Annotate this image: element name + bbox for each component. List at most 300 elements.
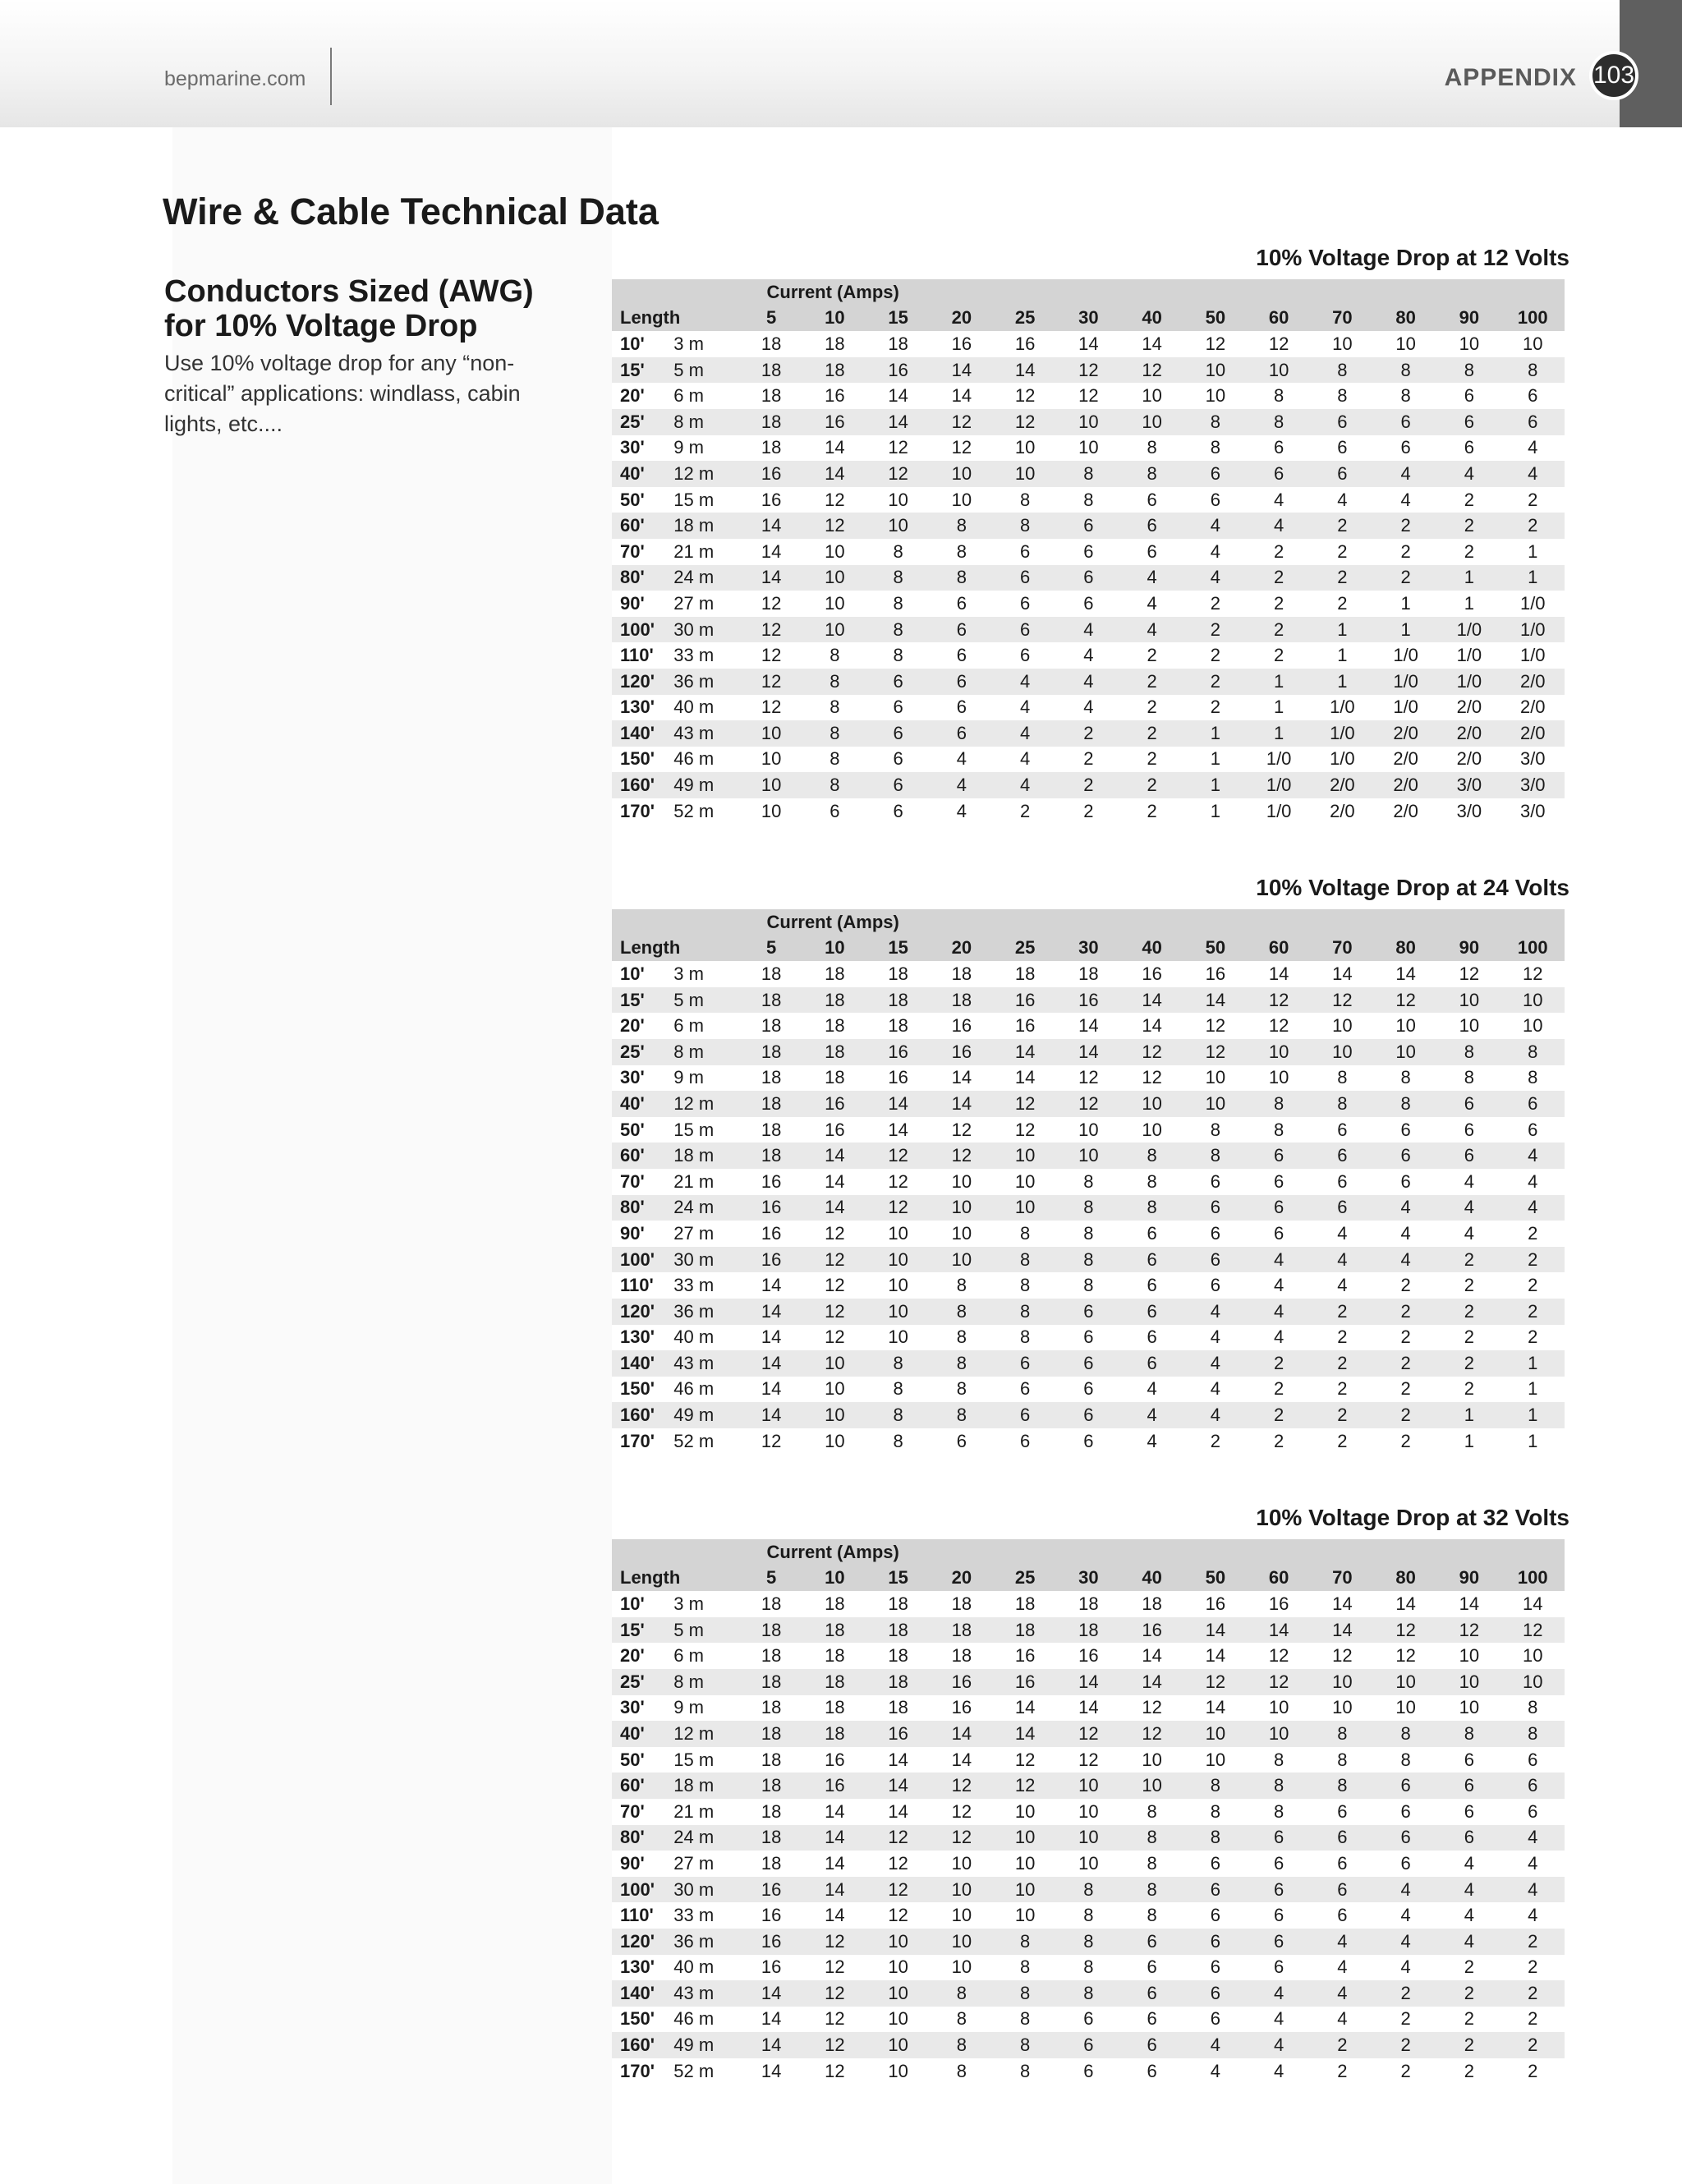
current-amps-label: Current (Amps) [766, 281, 899, 302]
awg-value: 2/0 [1330, 800, 1355, 821]
awg-value: 1 [1210, 800, 1220, 821]
awg-value: 12 [1268, 989, 1289, 1010]
awg-value: 14 [761, 1300, 782, 1322]
awg-value: 18 [825, 963, 845, 984]
amps-column-header: 70 [1332, 1567, 1353, 1589]
awg-value: 6 [1210, 489, 1220, 510]
awg-value: 8 [956, 1275, 967, 1296]
awg-value: 4 [1400, 1930, 1411, 1952]
length-meters: 15 m [673, 489, 715, 510]
awg-value: 10 [1014, 1827, 1036, 1848]
awg-value: 1/0 [1393, 645, 1418, 666]
awg-value: 6 [956, 592, 967, 614]
awg-value: 10 [825, 1430, 845, 1451]
length-meters: 24 m [673, 1197, 715, 1218]
awg-value: 16 [1014, 333, 1036, 354]
length-feet: 130' [620, 1326, 655, 1348]
awg-value: 6 [1147, 489, 1157, 510]
awg-value: 10 [1014, 462, 1036, 484]
length-feet: 10' [620, 333, 645, 354]
awg-value: 14 [888, 1092, 908, 1114]
awg-value: 10 [1459, 989, 1480, 1010]
awg-value: 10 [1142, 1119, 1162, 1140]
awg-value: 12 [825, 1275, 845, 1296]
awg-value: 2 [1337, 2060, 1348, 2081]
awg-value: 12 [1523, 963, 1543, 984]
table-row [612, 383, 1565, 409]
awg-value: 10 [1142, 411, 1162, 432]
awg-value: 8 [1274, 1119, 1284, 1140]
awg-value: 8 [1337, 359, 1348, 380]
awg-value: 14 [888, 1775, 908, 1796]
awg-value: 14 [1142, 1671, 1162, 1692]
awg-value: 8 [1147, 1852, 1157, 1874]
awg-value: 4 [1400, 1956, 1411, 1978]
awg-value: 2 [1528, 1956, 1538, 1978]
awg-value: 10 [1459, 1697, 1480, 1718]
awg-value: 8 [1147, 1905, 1157, 1926]
awg-value: 6 [830, 800, 840, 821]
awg-value: 4 [1528, 462, 1538, 484]
awg-value: 12 [888, 1878, 908, 1900]
awg-value: 6 [1020, 1405, 1031, 1426]
awg-value: 12 [1332, 1645, 1353, 1667]
awg-value: 6 [1400, 1170, 1411, 1192]
awg-value: 16 [825, 1775, 845, 1796]
header-spacer [673, 909, 739, 936]
table-row [612, 1065, 1565, 1092]
awg-value: 6 [1464, 1800, 1474, 1822]
awg-value: 2 [1337, 567, 1348, 588]
awg-value: 6 [1147, 1275, 1157, 1296]
awg-value: 1 [1337, 618, 1348, 640]
length-feet: 70' [620, 1170, 645, 1192]
awg-value: 16 [761, 462, 782, 484]
awg-value: 18 [761, 1119, 782, 1140]
awg-value: 18 [761, 359, 782, 380]
awg-value: 12 [761, 1430, 782, 1451]
length-feet: 40' [620, 462, 645, 484]
length-meters: 40 m [673, 1326, 715, 1348]
awg-value: 12 [825, 515, 845, 536]
awg-value: 10 [1205, 1092, 1226, 1114]
awg-value: 1/0 [1266, 800, 1292, 821]
awg-value: 6 [1083, 1378, 1094, 1400]
table-row [612, 1799, 1565, 1825]
awg-value: 14 [888, 1800, 908, 1822]
awg-value: 6 [1464, 1119, 1474, 1140]
awg-value: 4 [1210, 1352, 1220, 1373]
length-feet: 50' [620, 1749, 645, 1770]
site-url[interactable]: bepmarine.com [164, 67, 306, 90]
length-feet: 160' [620, 775, 655, 796]
awg-value: 4 [1210, 540, 1220, 562]
awg-value: 16 [761, 1248, 782, 1270]
awg-value: 16 [888, 359, 908, 380]
awg-value: 6 [893, 697, 903, 718]
awg-value: 8 [1020, 1326, 1031, 1348]
table-row [612, 772, 1565, 798]
awg-value: 10 [761, 722, 782, 743]
awg-value: 8 [1020, 1300, 1031, 1322]
awg-value: 16 [825, 1749, 845, 1770]
awg-value: 14 [825, 1905, 845, 1926]
awg-value: 10 [1523, 333, 1543, 354]
length-feet: 80' [620, 567, 645, 588]
awg-value: 10 [1523, 1671, 1543, 1692]
awg-value: 14 [1142, 333, 1162, 354]
page-header [0, 0, 1682, 127]
awg-value: 6 [956, 722, 967, 743]
awg-value: 1 [1464, 1405, 1474, 1426]
awg-value: 1 [1400, 618, 1411, 640]
amps-column-header: 90 [1459, 307, 1480, 329]
awg-value: 6 [893, 670, 903, 692]
awg-value: 6 [1083, 1405, 1094, 1426]
awg-value: 14 [1078, 1015, 1099, 1037]
awg-value: 10 [1014, 1878, 1036, 1900]
length-meters: 43 m [673, 722, 715, 743]
awg-value: 8 [956, 1378, 967, 1400]
awg-value: 8 [956, 1300, 967, 1322]
length-feet: 25' [620, 1041, 645, 1062]
table-row [612, 1350, 1565, 1377]
awg-value: 10 [1205, 385, 1226, 407]
awg-value: 12 [1078, 385, 1099, 407]
length-meters: 8 m [673, 1671, 704, 1692]
length-feet: 60' [620, 515, 645, 536]
length-feet: 170' [620, 800, 655, 821]
awg-value: 2 [1464, 1326, 1474, 1348]
awg-value: 10 [1395, 1697, 1416, 1718]
awg-value: 12 [1332, 989, 1353, 1010]
awg-value: 6 [893, 800, 903, 821]
awg-value: 8 [1083, 1956, 1094, 1978]
length-feet: 150' [620, 1378, 655, 1400]
awg-value: 2/0 [1393, 775, 1418, 796]
current-amps-label: Current (Amps) [766, 911, 899, 932]
awg-value: 2 [1337, 1405, 1348, 1426]
awg-value: 10 [1395, 1015, 1416, 1037]
awg-value: 8 [1337, 1775, 1348, 1796]
awg-value: 6 [1083, 1430, 1094, 1451]
awg-value: 4 [1464, 1222, 1474, 1244]
table-row [612, 720, 1565, 747]
length-meters: 40 m [673, 697, 715, 718]
awg-value: 8 [830, 697, 840, 718]
awg-value: 12 [1078, 1092, 1099, 1114]
awg-value: 1 [1337, 645, 1348, 666]
awg-value: 6 [1337, 1827, 1348, 1848]
awg-value: 1/0 [1266, 775, 1292, 796]
awg-value: 4 [1400, 489, 1411, 510]
amps-column-header: 20 [951, 307, 972, 329]
awg-value: 16 [1014, 1645, 1036, 1667]
awg-value: 2 [1083, 722, 1094, 743]
awg-value: 8 [893, 592, 903, 614]
awg-value: 6 [893, 775, 903, 796]
table-row [612, 1825, 1565, 1851]
awg-value: 10 [1395, 1671, 1416, 1692]
awg-value: 8 [1337, 1749, 1348, 1770]
awg-value: 14 [1142, 989, 1162, 1010]
awg-value: 1 [1464, 592, 1474, 614]
awg-value: 6 [1528, 1775, 1538, 1796]
awg-value: 1/0 [1519, 618, 1546, 640]
amps-column-header: 20 [951, 937, 972, 959]
awg-value: 2 [1210, 697, 1220, 718]
awg-value: 3/0 [1519, 800, 1546, 821]
awg-value: 1 [1528, 1352, 1538, 1373]
header-spacer [673, 1539, 739, 1566]
awg-value: 8 [1020, 1275, 1031, 1296]
awg-value: 6 [1210, 1170, 1220, 1192]
awg-value: 2 [1464, 489, 1474, 510]
awg-value: 12 [1142, 1697, 1162, 1718]
awg-value: 8 [956, 2060, 967, 2081]
awg-value: 14 [1268, 1619, 1289, 1640]
awg-value: 4 [1210, 2060, 1220, 2081]
awg-value: 6 [1337, 1878, 1348, 1900]
awg-value: 8 [956, 515, 967, 536]
awg-value: 8 [893, 1430, 903, 1451]
awg-value: 6 [1464, 1092, 1474, 1114]
awg-value: 8 [1337, 1092, 1348, 1114]
awg-value: 8 [1274, 1775, 1284, 1796]
length-feet: 90' [620, 1852, 645, 1874]
awg-value: 18 [888, 1015, 908, 1037]
awg-value: 6 [956, 618, 967, 640]
table-row [612, 669, 1565, 695]
awg-value: 2 [1337, 1326, 1348, 1348]
awg-value: 16 [1014, 989, 1036, 1010]
awg-value: 10 [1014, 1170, 1036, 1192]
awg-value: 12 [1268, 1645, 1289, 1667]
awg-value: 1/0 [1393, 697, 1418, 718]
awg-value: 6 [1020, 540, 1031, 562]
awg-value: 14 [1078, 1041, 1099, 1062]
awg-value: 12 [1268, 1671, 1289, 1692]
awg-value: 10 [1205, 1749, 1226, 1770]
awg-value: 1/0 [1519, 645, 1546, 666]
amps-column-header: 15 [888, 1567, 908, 1589]
awg-value: 14 [825, 1827, 845, 1848]
length-feet: 20' [620, 385, 645, 407]
length-feet: 90' [620, 1222, 645, 1244]
table-row [612, 1091, 1565, 1117]
awg-value: 4 [1083, 618, 1094, 640]
awg-value: 10 [888, 2008, 908, 2030]
length-feet: 100' [620, 1878, 655, 1900]
length-feet: 10' [620, 963, 645, 984]
awg-value: 10 [1014, 1905, 1036, 1926]
awg-value: 4 [1528, 1827, 1538, 1848]
awg-value: 6 [1337, 1197, 1348, 1218]
awg-value: 18 [825, 1722, 845, 1744]
awg-value: 6 [1528, 1092, 1538, 1114]
awg-value: 14 [825, 437, 845, 458]
awg-value: 2 [1464, 1956, 1474, 1978]
awg-value: 14 [825, 1170, 845, 1192]
length-feet: 110' [620, 645, 654, 666]
awg-value: 12 [1205, 1671, 1226, 1692]
awg-value: 4 [956, 748, 967, 770]
awg-value: 18 [825, 1041, 845, 1062]
awg-value: 2 [1274, 1352, 1284, 1373]
section-heading: Conductors Sized (AWG) for 10% Voltage Drop [164, 274, 534, 343]
amps-column-header: 40 [1142, 1567, 1162, 1589]
awg-value: 8 [1210, 1145, 1220, 1166]
awg-value: 12 [1142, 1041, 1162, 1062]
awg-value: 12 [1142, 1722, 1162, 1744]
length-meters: 49 m [673, 1405, 715, 1426]
awg-value: 12 [888, 1852, 908, 1874]
awg-value: 16 [888, 1722, 908, 1744]
awg-value: 6 [1147, 1326, 1157, 1348]
awg-value: 2 [1528, 1275, 1538, 1296]
awg-value: 18 [825, 1671, 845, 1692]
length-meters: 9 m [673, 1697, 704, 1718]
awg-value: 18 [825, 989, 845, 1010]
awg-value: 14 [825, 1878, 845, 1900]
awg-value: 2 [1400, 1300, 1411, 1322]
awg-value: 14 [1014, 359, 1036, 380]
table-row [612, 487, 1565, 513]
table-row [612, 1377, 1565, 1403]
awg-value: 6 [1464, 411, 1474, 432]
awg-value: 14 [951, 1749, 972, 1770]
awg-value: 18 [1078, 1593, 1099, 1614]
awg-value: 8 [1274, 1749, 1284, 1770]
awg-value: 1 [1274, 722, 1284, 743]
awg-value: 6 [1020, 1352, 1031, 1373]
awg-value: 16 [1205, 963, 1226, 984]
awg-value: 18 [825, 1015, 845, 1037]
awg-value: 12 [825, 1930, 845, 1952]
awg-value: 3/0 [1519, 748, 1546, 770]
current-header-row [612, 909, 1565, 936]
awg-value: 6 [1464, 1775, 1474, 1796]
awg-value: 14 [888, 411, 908, 432]
length-meters: 6 m [673, 1015, 704, 1037]
awg-value: 6 [1337, 411, 1348, 432]
table-row [612, 1169, 1565, 1195]
table-row [612, 1877, 1565, 1903]
awg-value: 10 [1268, 1041, 1289, 1062]
table-row [612, 2007, 1565, 2033]
awg-value: 1 [1337, 670, 1348, 692]
awg-value: 1/0 [1266, 748, 1292, 770]
awg-value: 14 [1205, 1619, 1226, 1640]
awg-value: 14 [1142, 1015, 1162, 1037]
section-description: Use 10% voltage drop for any “non-critical” applications: windlass, cabin lights, etc.... [164, 351, 521, 436]
length-feet: 80' [620, 1197, 645, 1218]
awg-value: 18 [761, 1092, 782, 1114]
awg-value: 6 [1083, 1352, 1094, 1373]
awg-value: 4 [1147, 592, 1157, 614]
length-meters: 52 m [673, 1430, 715, 1451]
length-meters: 43 m [673, 1982, 715, 2003]
awg-value: 4 [1528, 1197, 1538, 1218]
length-feet: 110' [620, 1275, 654, 1296]
length-feet: 15' [620, 359, 645, 380]
amps-column-header: 30 [1078, 1567, 1099, 1589]
awg-value: 8 [1528, 1067, 1538, 1088]
awg-value: 4 [1337, 2008, 1348, 2030]
awg-value: 6 [1528, 411, 1538, 432]
length-meters: 12 m [673, 1092, 715, 1114]
table-row [612, 591, 1565, 617]
awg-value: 18 [825, 1645, 845, 1667]
length-column-header: Length [620, 1567, 681, 1589]
awg-value: 6 [1337, 437, 1348, 458]
awg-value: 6 [1274, 1145, 1284, 1166]
awg-value: 6 [1274, 1956, 1284, 1978]
length-meters: 46 m [673, 1378, 715, 1400]
awg-value: 2 [1210, 670, 1220, 692]
awg-value: 12 [825, 1956, 845, 1978]
awg-value: 14 [761, 515, 782, 536]
awg-value: 14 [761, 2008, 782, 2030]
awg-value: 14 [1523, 1593, 1543, 1614]
awg-value: 8 [1210, 1775, 1220, 1796]
awg-value: 4 [1210, 1405, 1220, 1426]
awg-value: 12 [1078, 1067, 1099, 1088]
awg-value: 1 [1528, 1405, 1538, 1426]
awg-value: 16 [761, 489, 782, 510]
awg-value: 1/0 [1456, 670, 1482, 692]
amps-column-header: 15 [888, 937, 908, 959]
awg-value: 12 [761, 670, 782, 692]
awg-value: 2 [1464, 2060, 1474, 2081]
awg-value: 4 [1337, 1956, 1348, 1978]
awg-value: 18 [761, 333, 782, 354]
awg-value: 2 [1400, 540, 1411, 562]
awg-value: 14 [761, 2035, 782, 2056]
awg-value: 1 [1210, 748, 1220, 770]
awg-value: 14 [1205, 989, 1226, 1010]
awg-value: 10 [1459, 333, 1480, 354]
awg-value: 18 [761, 1619, 782, 1640]
length-feet: 160' [620, 1405, 655, 1426]
awg-value: 14 [1014, 1722, 1036, 1744]
awg-value: 18 [761, 1671, 782, 1692]
table-row [612, 1669, 1565, 1695]
awg-value: 8 [1274, 1800, 1284, 1822]
awg-value: 2 [1274, 592, 1284, 614]
awg-value: 16 [825, 1092, 845, 1114]
amps-column-header: 70 [1332, 307, 1353, 329]
length-meters: 33 m [673, 1275, 715, 1296]
awg-value: 18 [761, 1041, 782, 1062]
awg-value: 8 [1083, 489, 1094, 510]
voltage-drop-table-32v [612, 1539, 1565, 2084]
awg-value: 8 [1147, 1827, 1157, 1848]
length-meters: 9 m [673, 1067, 704, 1088]
awg-value: 1 [1528, 540, 1538, 562]
awg-value: 12 [825, 2008, 845, 2030]
awg-value: 8 [1083, 1222, 1094, 1244]
awg-value: 2 [1274, 1430, 1284, 1451]
amps-column-header: 100 [1517, 937, 1548, 959]
length-feet: 120' [620, 1300, 655, 1322]
length-feet: 40' [620, 1722, 645, 1744]
length-column-header: Length [620, 307, 681, 329]
awg-value: 14 [1078, 1671, 1099, 1692]
awg-value: 8 [893, 1378, 903, 1400]
amps-column-header: 5 [766, 937, 777, 959]
awg-value: 8 [1464, 359, 1474, 380]
